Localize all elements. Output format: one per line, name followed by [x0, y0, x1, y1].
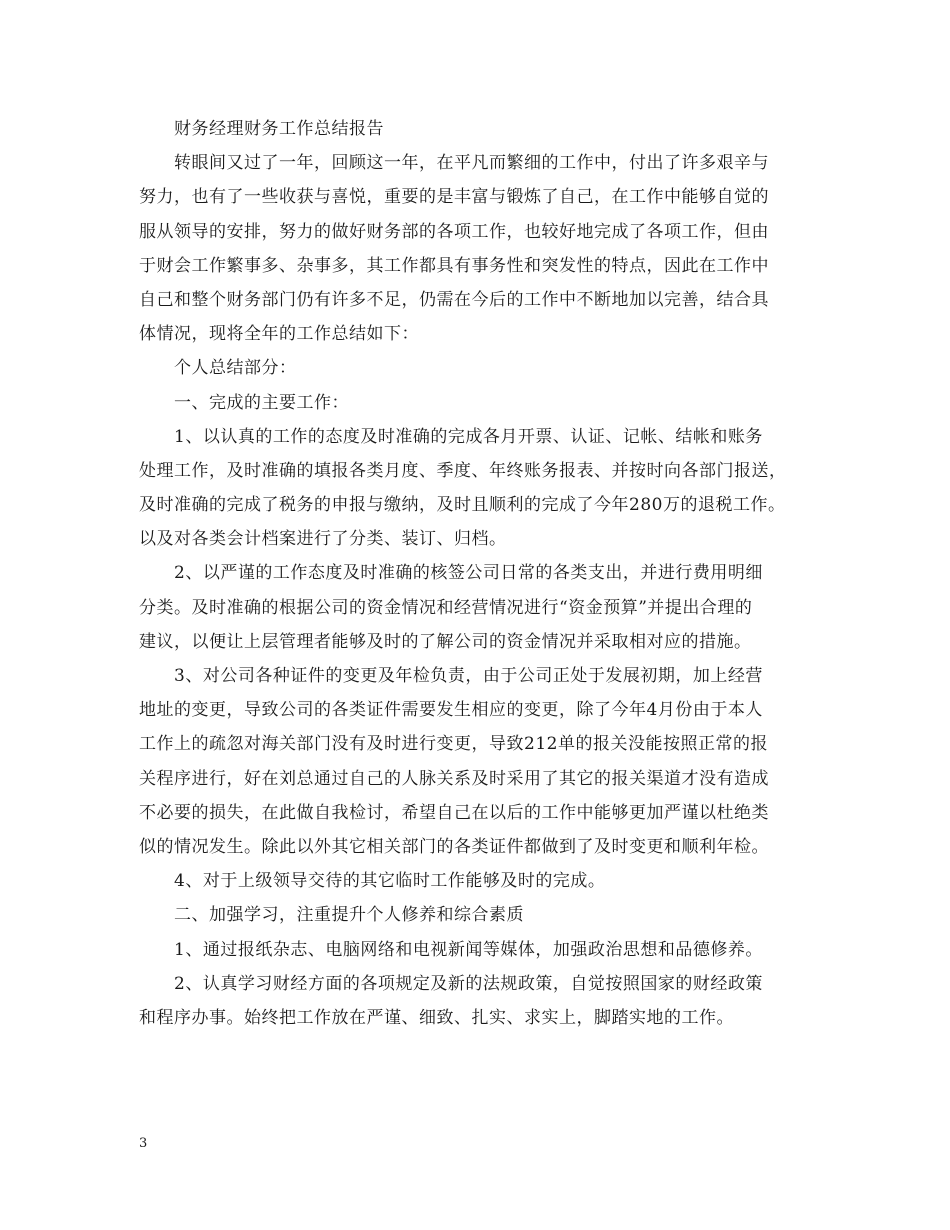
text-line: 处理工作，及时准确的填报各类月度、季度、年终账务报表、并按时向各部门报送， [139, 460, 787, 481]
text-line: 和程序办事。始终把工作放在严谨、细致、扎实、求实上，脚踏实地的工作。 [139, 1007, 734, 1028]
text-line: 一、完成的主要工作： [174, 392, 349, 413]
text-line: 2、以严谨的工作态度及时准确的核签公司日常的各类支出，并进行费用明细 [174, 563, 763, 584]
document-title: 财务经理财务工作总结报告 [174, 119, 384, 139]
text-line: 以及对各类会计档案进行了分类、装订、归档。 [139, 529, 507, 550]
text-line: 转眼间又过了一年，回顾这一年，在平凡而繁细的工作中，付出了许多艰辛与 [174, 153, 769, 174]
text-line: 似的情况发生。除此以外其它相关部门的各类证件都做到了及时变更和顺利年检。 [139, 836, 769, 857]
text-line: 及时准确的完成了税务的申报与缴纳，及时且顺利的完成了今年280万的退税工作。 [139, 495, 786, 516]
text-line: 不必要的损失，在此做自我检讨，希望自己在以后的工作中能够更加严谨以杜绝类 [139, 802, 769, 823]
text-line: 体情况，现将全年的工作总结如下： [139, 324, 419, 345]
text-line: 1、以认真的工作的态度及时准确的完成各月开票、认证、记帐、结帐和账务 [174, 426, 763, 447]
text-line: 努力，也有了一些收获与喜悦，重要的是丰富与锻炼了自己，在工作中能够自觉的 [139, 187, 769, 208]
text-line: 工作上的疏忽对海关部门没有及时进行变更，导致212单的报关没能按照正常的报 [139, 734, 768, 755]
text-line: 建议，以便让上层管理者能够及时的了解公司的资金情况并采取相对应的措施。 [139, 631, 752, 652]
text-line: 3、对公司各种证件的变更及年检负责，由于公司正处于发展初期，加上经营 [174, 666, 763, 686]
text-line: 4、对于上级领导交待的其它临时工作能够及时的完成。 [174, 871, 606, 892]
text-line: 二、加强学习，注重提升个人修养和综合素质 [174, 905, 524, 926]
text-line: 分类。及时准确的根据公司的资金情况和经营情况进行“资金预算”并提出合理的 [139, 597, 753, 618]
page-number: 3 [139, 1136, 148, 1151]
text-line: 自己和整个财务部门仍有许多不足，仍需在今后的工作中不断地加以完善，结合具 [139, 289, 769, 310]
text-line: 地址的变更，导致公司的各类证件需要发生相应的变更，除了今年4月份由于本人 [139, 700, 763, 721]
text-line: 关程序进行，好在刘总通过自己的人脉关系及时采用了其它的报关渠道才没有造成 [139, 768, 769, 789]
text-line: 2、认真学习财经方面的各项规定及新的法规政策，自觉按照国家的财经政策 [174, 973, 763, 994]
text-line: 个人总结部分： [174, 358, 297, 379]
document-body [139, 112, 815, 1035]
text-line: 1、通过报纸杂志、电脑网络和电视新闻等媒体，加强政治思想和品德修养。 [174, 939, 763, 960]
text-line: 服从领导的安排，努力的做好财务部的各项工作，也较好地完成了各项工作，但由 [139, 221, 769, 242]
text-line: 于财会工作繁事多、杂事多，其工作都具有事务性和突发性的特点，因此在工作中 [139, 255, 769, 276]
